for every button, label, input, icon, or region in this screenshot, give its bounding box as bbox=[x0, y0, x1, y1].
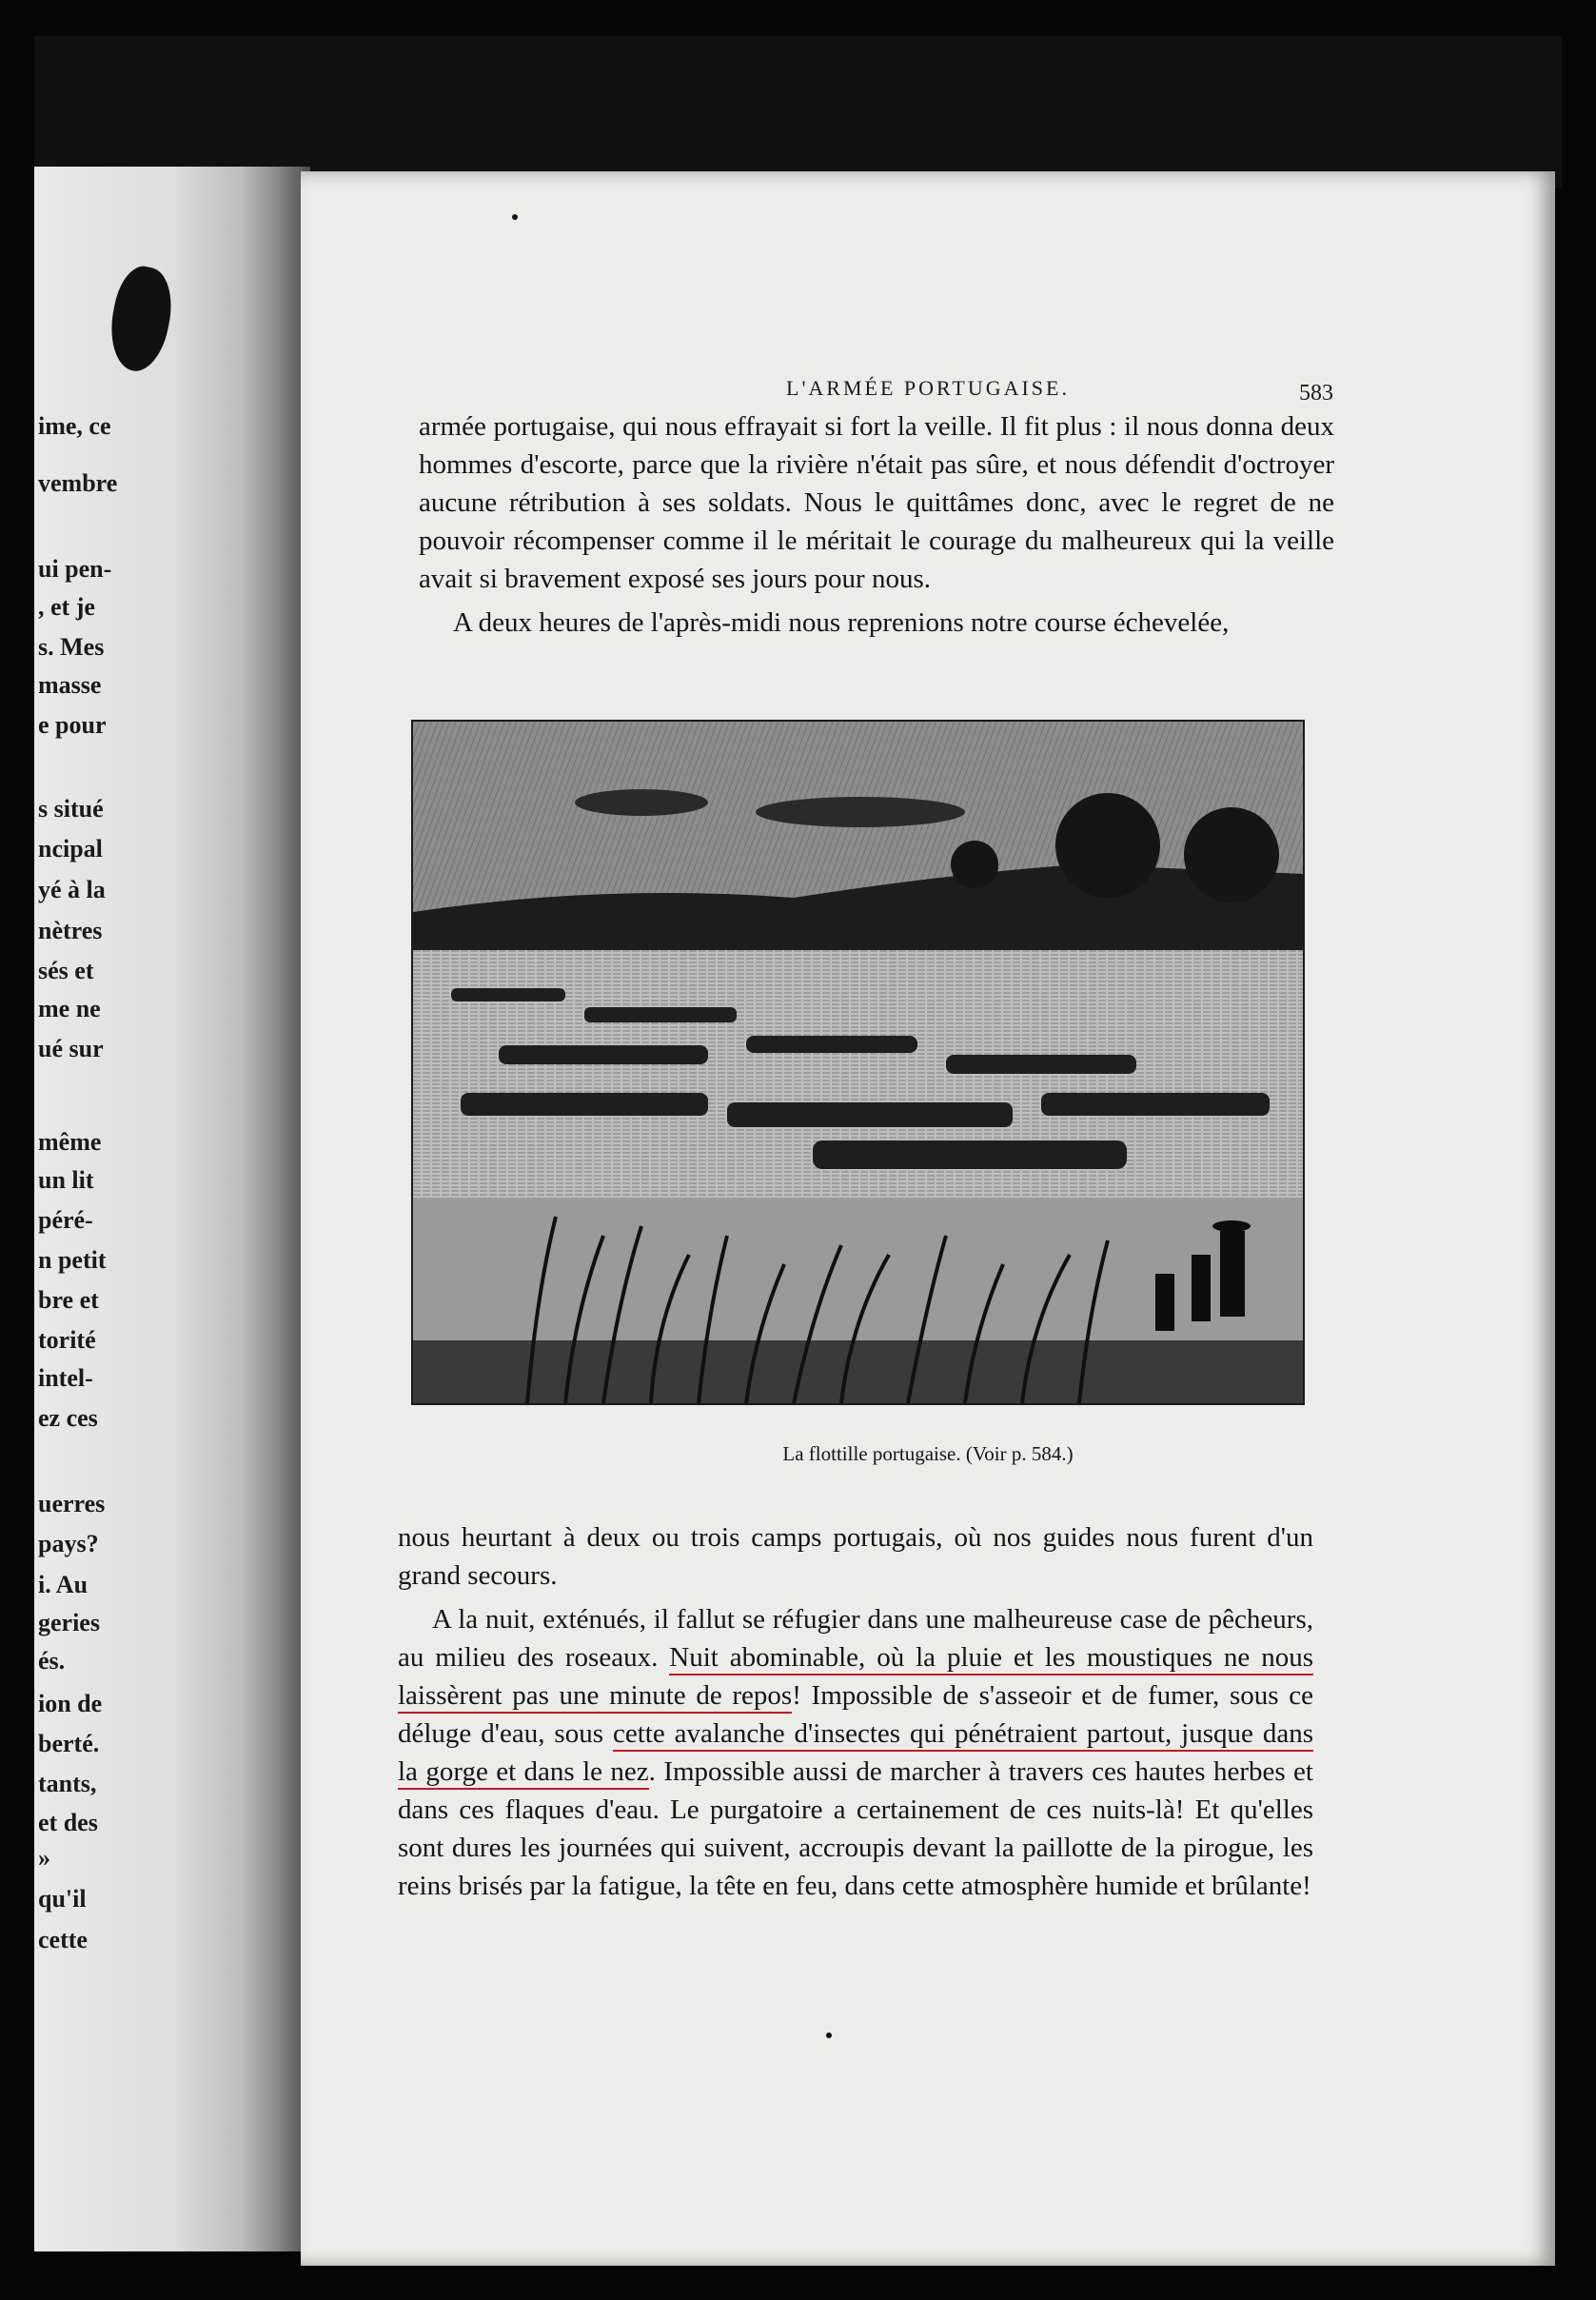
left-page-line: masse bbox=[38, 671, 102, 699]
left-page-line: bre et bbox=[38, 1286, 99, 1314]
left-page-line: un lit bbox=[38, 1166, 94, 1194]
left-page-line: s. Mes bbox=[38, 633, 105, 661]
left-page-line: péré- bbox=[38, 1206, 93, 1234]
tree-1 bbox=[1055, 793, 1160, 898]
left-page-line: torité bbox=[38, 1326, 96, 1354]
paragraph-3: nous heurtant à deux ou trois camps portugais, où nos guides nous furent d'un grand secours. bbox=[398, 1522, 1313, 1591]
illustration-flotilla bbox=[411, 720, 1305, 1405]
paragraph-4-part-a: A la nuit, exténués, il fallut se réfugier dans une malheureuse case de pêcheurs, au milieu des roseaux. bbox=[398, 1604, 1313, 1673]
body-text-top bbox=[419, 407, 1334, 642]
left-page-line: ime, ce bbox=[38, 412, 111, 440]
left-page-edge bbox=[34, 167, 310, 2251]
left-page-line: et des bbox=[38, 1809, 98, 1836]
left-page-line: me ne bbox=[38, 995, 101, 1022]
speck bbox=[512, 214, 518, 220]
left-page-line: nètres bbox=[38, 917, 103, 944]
left-page-line: yé à la bbox=[38, 876, 106, 903]
red-underline-2: cette avalanche d'insectes qui pénétraient partout, jusque dans la gorge et dans le nez bbox=[398, 1718, 1313, 1790]
illustration-caption: La flottille portugaise. (Voir p. 584.) bbox=[782, 1442, 1074, 1465]
paragraph-4-part-b: ! Impossible de s'asseoir et de fumer, sous ce déluge d'eau, sous bbox=[398, 1680, 1313, 1749]
body-text-bottom bbox=[398, 1518, 1313, 1905]
paragraph-4 bbox=[398, 1600, 1313, 1905]
cloud-2 bbox=[756, 797, 965, 827]
left-page-line: pays? bbox=[38, 1530, 99, 1557]
left-page-line: » bbox=[38, 1844, 50, 1872]
red-underline-1: Nuit abominable, où la pluie et les moustiques ne nous laissèrent pas une minute de repos bbox=[398, 1642, 1313, 1714]
tree-3 bbox=[951, 841, 998, 888]
left-page-line: ué sur bbox=[38, 1035, 104, 1062]
left-page-line: tants, bbox=[38, 1770, 97, 1797]
left-page-line: s situé bbox=[38, 795, 104, 823]
left-page-line: geries bbox=[38, 1609, 100, 1636]
left-page-line: ui pen- bbox=[38, 555, 112, 583]
left-page-line: berté. bbox=[38, 1730, 100, 1757]
paragraph-4-part-c: . Impossible aussi de marcher à travers ces hautes herbes et dans ces flaques d'eau. Le purgatoire a certainement de ces nuits-là! Et qu'elles sont dures les journées qui suivent, accroupis devant la paillotte de la pirogue, les reins brisés par la fatigue, la tête en feu, dans cette atmosphère humide et brûlante! bbox=[398, 1756, 1313, 1901]
left-page-line: és. bbox=[38, 1647, 66, 1675]
left-page-line: ez ces bbox=[38, 1404, 98, 1432]
left-page-line: , et je bbox=[38, 593, 95, 621]
engraving-image bbox=[413, 722, 1303, 1403]
ink-stain bbox=[102, 262, 180, 376]
left-page-line: intel- bbox=[38, 1364, 93, 1392]
running-head: L'ARMÉE PORTUGAISE. bbox=[786, 376, 1070, 400]
paragraph-1: armée portugaise, qui nous effrayait si fort la veille. Il fit plus : il nous donna deux hommes d'escorte, parce que la rivière n'était pas sûre, et nous défendit d'octroyer aucune rétribution à ses soldats. Nous le quittâmes donc, avec le regret de ne pouvoir récompenser comme il le méritait le courage du malheureux qui la veille avait si bravement exposé ses jours pour nous. bbox=[419, 411, 1334, 594]
left-page-line: ncipal bbox=[38, 835, 103, 862]
page-number: 583 bbox=[1299, 381, 1333, 406]
left-page-line: n petit bbox=[38, 1246, 107, 1274]
left-page-line: sés et bbox=[38, 957, 94, 984]
left-page-line: vembre bbox=[38, 469, 118, 497]
cloud-1 bbox=[575, 789, 708, 816]
left-page-line: qu'il bbox=[38, 1885, 87, 1913]
scanner-dark-band bbox=[34, 36, 1562, 188]
left-page-line: ion de bbox=[38, 1690, 103, 1717]
tree-2 bbox=[1184, 807, 1279, 902]
left-page-line: i. Au bbox=[38, 1571, 89, 1598]
left-page-line: uerres bbox=[38, 1490, 106, 1517]
left-page-line: e pour bbox=[38, 711, 107, 739]
left-page-line: même bbox=[38, 1128, 102, 1156]
speck bbox=[826, 2032, 832, 2038]
paragraph-2: A deux heures de l'après-midi nous reprenions notre course échevelée, bbox=[453, 607, 1230, 638]
left-page-line: cette bbox=[38, 1926, 88, 1953]
